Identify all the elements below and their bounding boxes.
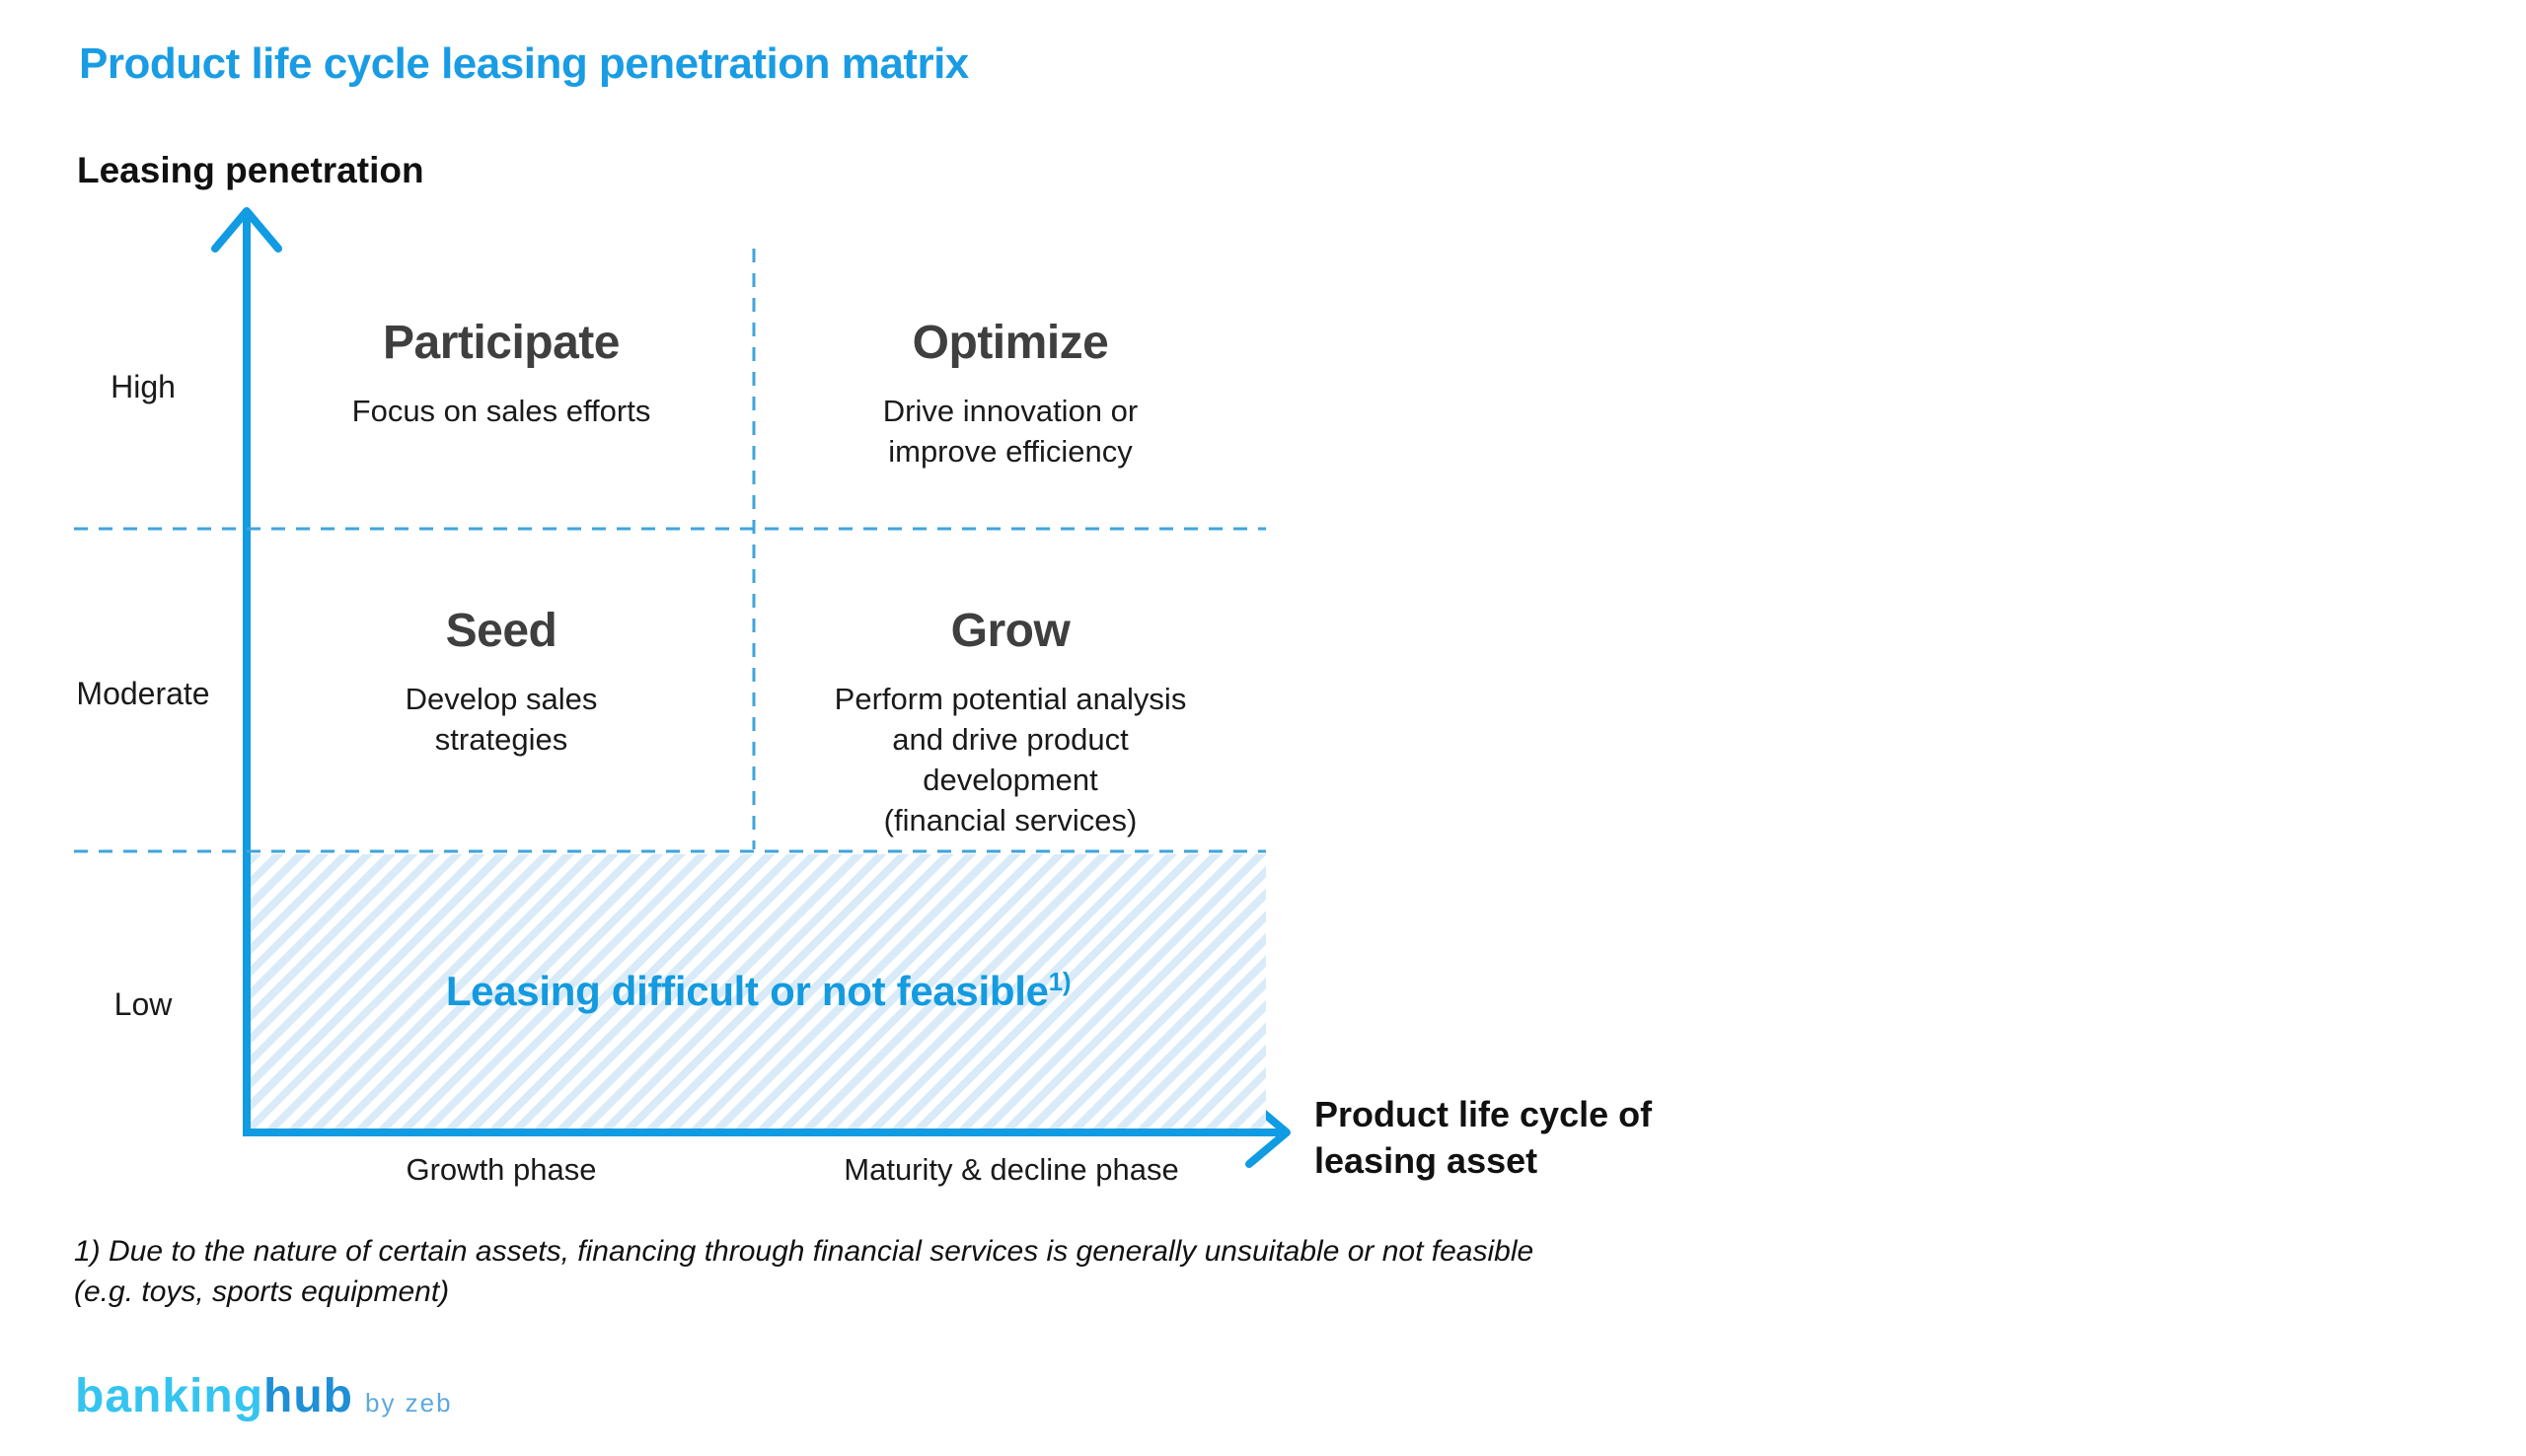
restricted-zone-label	[446, 968, 1071, 1015]
x-axis-label-line1: Product life cycle of	[1314, 1094, 1653, 1134]
y-axis-label: Leasing penetration	[77, 150, 424, 190]
y-tick-moderate: Moderate	[76, 676, 210, 711]
desc-line: Perform potential analysis	[834, 682, 1187, 716]
footnote	[74, 1231, 1533, 1312]
footnote-line1: 1) Due to the nature of certain assets, financing through financial services is generally unsuitable or not feasible	[74, 1235, 1534, 1268]
desc-line: and drive product	[892, 722, 1129, 757]
quadrant-optimize-desc	[779, 391, 1242, 472]
quadrant-grow-title: Grow	[950, 605, 1071, 657]
quadrant-participate	[279, 316, 723, 431]
desc-line: (financial services)	[883, 803, 1138, 837]
y-tick-high: High	[111, 369, 176, 404]
quadrant-optimize	[779, 316, 1242, 472]
desc-line: strategies	[434, 722, 568, 757]
quadrant-seed-title: Seed	[445, 605, 557, 657]
desc-line: Focus on sales efforts	[351, 394, 651, 428]
footnote-line2: (e.g. toys, sports equipment)	[74, 1275, 450, 1308]
footnote-marker: 1)	[1048, 967, 1072, 996]
x-tick-growth-phase: Growth phase	[406, 1152, 597, 1187]
quadrant-grow-desc	[779, 679, 1242, 840]
quadrant-grow	[779, 604, 1242, 840]
x-axis-label-line2: leasing asset	[1314, 1140, 1538, 1181]
logo-byzeb-text: by zeb	[364, 1388, 453, 1418]
x-axis-label	[1314, 1091, 1652, 1184]
logo-banking-text: banking	[75, 1370, 264, 1422]
desc-line: Develop sales	[405, 682, 598, 716]
y-tick-low: Low	[113, 986, 173, 1022]
restricted-zone-text: Leasing difficult or not feasible	[445, 968, 1049, 1014]
logo-hub-text: hub	[263, 1370, 353, 1422]
restricted-zone	[251, 854, 1266, 1128]
desc-line: development	[923, 763, 1098, 797]
quadrant-seed	[279, 604, 723, 760]
quadrant-participate-desc	[279, 391, 723, 431]
quadrant-seed-desc	[279, 679, 723, 760]
quadrant-participate-title: Participate	[383, 317, 620, 369]
x-tick-maturity-decline-phase: Maturity & decline phase	[844, 1152, 1179, 1187]
desc-line: improve efficiency	[888, 434, 1133, 469]
desc-line: Drive innovation or	[882, 394, 1139, 428]
bankinghub-logo	[75, 1369, 453, 1423]
quadrant-optimize-title: Optimize	[912, 317, 1109, 369]
page-title: Product life cycle leasing penetration matrix	[79, 39, 969, 88]
